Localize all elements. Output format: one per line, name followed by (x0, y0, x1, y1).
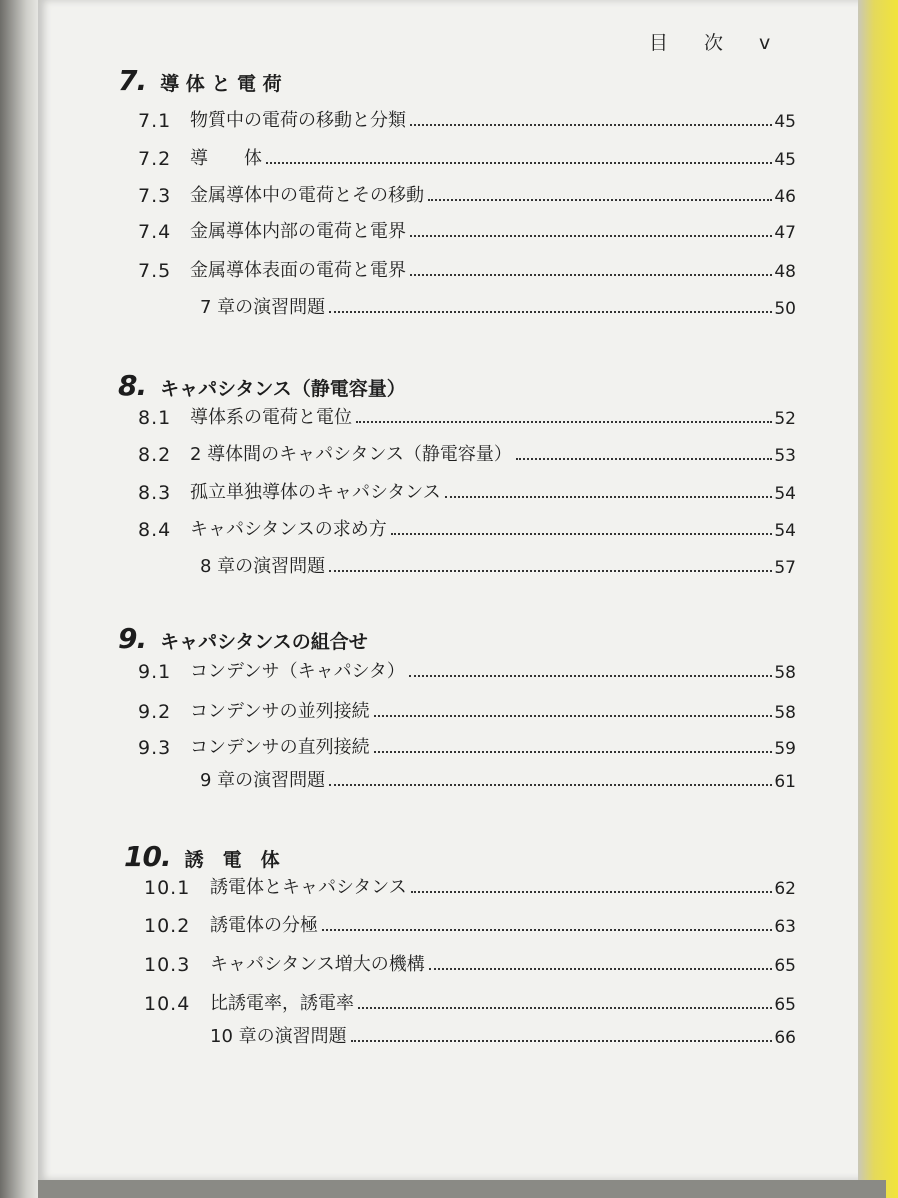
header-folio: v (759, 32, 773, 54)
running-header (649, 28, 772, 55)
chapter-heading-7 (118, 64, 282, 97)
dot-leader (329, 310, 772, 313)
section-title: 8 章の演習問題 (200, 556, 326, 577)
page-bottom-shadow (38, 1180, 886, 1198)
chapter-number: 9. (118, 622, 147, 655)
chapter-number: 10. (124, 840, 171, 873)
yellow-background-edge (858, 0, 898, 1198)
section-title: 誘電体の分極 (210, 915, 318, 936)
toc-entry[interactable] (144, 911, 796, 937)
page-number: 59 (774, 739, 796, 759)
section-number: 10.1 (144, 877, 191, 899)
section-number: 8.3 (138, 482, 172, 504)
toc-entry[interactable] (144, 989, 796, 1015)
toc-entry[interactable] (138, 144, 796, 170)
section-number: 7.5 (138, 260, 172, 282)
page-number: 54 (774, 521, 796, 541)
chapter-heading-8 (118, 369, 406, 402)
section-title: 10 章の演習問題 (210, 1026, 347, 1047)
section-number: 10.4 (144, 993, 191, 1015)
toc-entry[interactable] (138, 733, 796, 759)
section-number: 9.3 (138, 737, 172, 759)
chapter-number: 8. (118, 369, 147, 402)
section-title: 導体系の電荷と電位 (190, 407, 352, 428)
dot-leader (374, 750, 773, 753)
chapter-title: 導 体 と 電 荷 (160, 73, 282, 95)
toc-entry[interactable] (138, 440, 796, 466)
dot-leader (266, 161, 772, 164)
page-number: 50 (774, 299, 796, 319)
dot-leader (374, 714, 773, 717)
section-number: 7.3 (138, 185, 172, 207)
section-number: 8.1 (138, 407, 172, 429)
dot-leader (411, 890, 773, 893)
dot-leader (429, 967, 773, 970)
section-number: 7.1 (138, 110, 172, 132)
dot-leader (329, 569, 772, 572)
page-number: 45 (774, 112, 796, 132)
section-title: コンデンサの直列接続 (190, 737, 370, 758)
section-number: 9.1 (138, 661, 172, 683)
section-number: 8.4 (138, 519, 172, 541)
section-title: 物質中の電荷の移動と分類 (190, 110, 406, 131)
dot-leader (410, 123, 772, 126)
section-title: キャパシタンスの求め方 (190, 519, 387, 540)
section-number: 10.3 (144, 954, 191, 976)
section-title: 2 導体間のキャパシタンス（静電容量） (190, 444, 512, 465)
toc-entry[interactable] (138, 256, 796, 282)
chapter-heading-10 (124, 840, 280, 873)
toc-entry[interactable] (138, 106, 796, 132)
section-number: 7.2 (138, 148, 172, 170)
page-number: 62 (774, 879, 796, 899)
section-title: コンデンサの並列接続 (190, 701, 370, 722)
toc-entry[interactable] (138, 217, 796, 243)
page-number: 52 (774, 409, 796, 429)
section-title: キャパシタンス増大の機構 (210, 954, 425, 975)
section-title: 金属導体中の電荷とその移動 (190, 185, 424, 206)
dot-leader (410, 234, 772, 237)
toc-entry[interactable] (138, 478, 796, 504)
page-number: 57 (774, 558, 796, 578)
toc-entry-exercises[interactable] (138, 766, 796, 792)
page-number: 65 (774, 956, 796, 976)
book-spine-edge (0, 0, 38, 1198)
page-number: 45 (774, 150, 796, 170)
section-number: 10.2 (144, 915, 191, 937)
section-title: 金属導体表面の電荷と電界 (190, 260, 406, 281)
dot-leader (329, 783, 772, 786)
page-number: 61 (774, 772, 796, 792)
page-number: 54 (774, 484, 796, 504)
section-title: 7 章の演習問題 (200, 297, 326, 318)
page-number: 66 (774, 1028, 796, 1048)
page-number: 65 (774, 995, 796, 1015)
toc-entry[interactable] (138, 657, 796, 683)
chapter-heading-9 (118, 622, 368, 655)
dot-leader (516, 457, 772, 460)
toc-entry[interactable] (144, 950, 796, 976)
toc-entry-exercises[interactable] (144, 1022, 796, 1048)
dot-leader (410, 273, 772, 276)
page-number: 48 (774, 262, 796, 282)
dot-leader (322, 928, 772, 931)
section-title: 金属導体内部の電荷と電界 (190, 221, 406, 242)
toc-entry[interactable] (144, 873, 796, 899)
dot-leader (445, 495, 773, 498)
toc-entry[interactable] (138, 181, 796, 207)
section-number: 7.4 (138, 221, 172, 243)
section-title: コンデンサ（キャパシタ） (190, 661, 405, 682)
section-number: 9.2 (138, 701, 172, 723)
section-number: 8.2 (138, 444, 172, 466)
toc-entry[interactable] (138, 697, 796, 723)
chapter-title: キャパシタンス（静電容量） (160, 378, 406, 400)
dot-leader (351, 1039, 773, 1042)
chapter-title: キャパシタンスの組合せ (160, 631, 368, 653)
section-title: 導 体 (190, 148, 262, 169)
page-number: 46 (774, 187, 796, 207)
header-left: 目 (649, 32, 671, 54)
section-title: 比誘電率，誘電率 (210, 993, 354, 1014)
chapter-number: 7. (118, 64, 147, 97)
page-number: 63 (774, 917, 796, 937)
toc-entry[interactable] (138, 515, 796, 541)
section-title: 9 章の演習問題 (200, 770, 326, 791)
dot-leader (391, 532, 773, 535)
dot-leader (356, 420, 772, 423)
section-title: 孤立単独導体のキャパシタンス (190, 482, 441, 503)
dot-leader (358, 1006, 772, 1009)
toc-entry-exercises[interactable] (138, 293, 796, 319)
toc-entry-exercises[interactable] (138, 552, 796, 578)
section-title: 誘電体とキャパシタンス (210, 877, 407, 898)
dot-leader (428, 198, 772, 201)
page-number: 58 (774, 703, 796, 723)
page-number: 47 (774, 223, 796, 243)
page-number: 58 (774, 663, 796, 683)
dot-leader (409, 674, 772, 677)
chapter-title: 誘 電 体 (184, 849, 280, 871)
header-right: 次 (704, 32, 726, 54)
toc-entry[interactable] (138, 403, 796, 429)
page-number: 53 (774, 446, 796, 466)
